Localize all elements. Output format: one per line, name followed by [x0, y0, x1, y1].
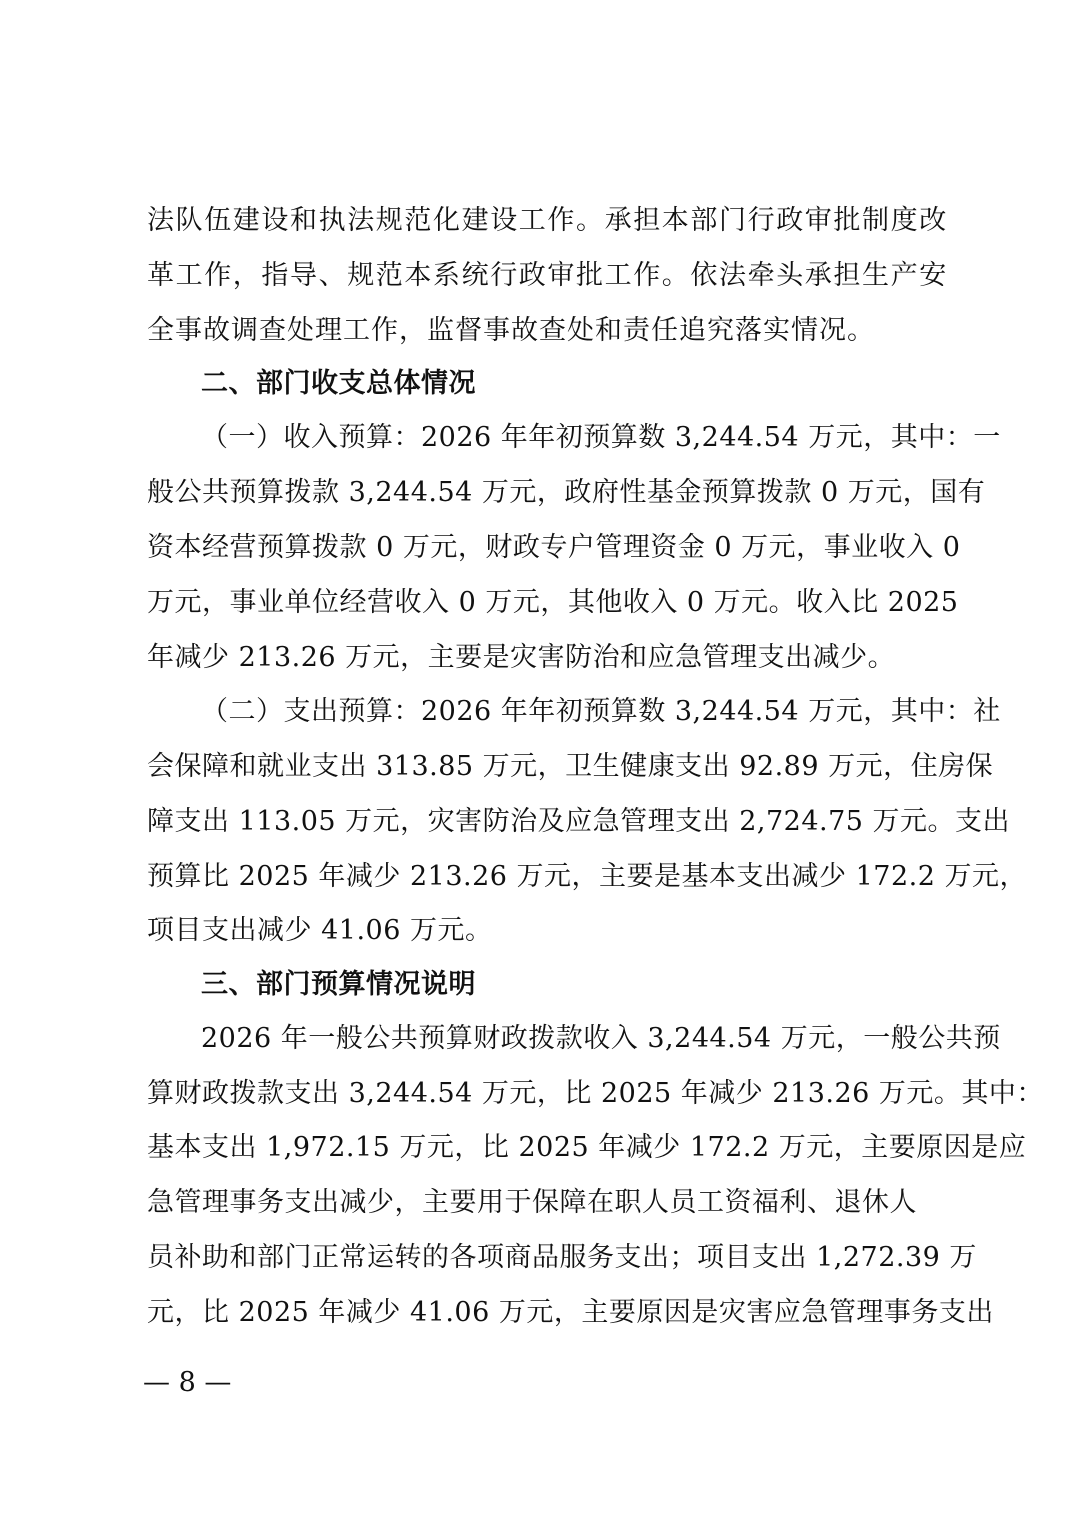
- body-text-line: 革工作，指导、规范本系统行政审批工作。依法牵头承担生产安: [147, 260, 948, 291]
- body-text-line: 资本经营预算拨款 0 万元，财政专户管理资金 0 万元，事业收入 0: [147, 532, 961, 563]
- body-text-line: 法队伍建设和执法规范化建设工作。承担本部门行政审批制度改: [147, 205, 948, 236]
- body-text-line: 会保障和就业支出 313.85 万元，卫生健康支出 92.89 万元，住房保: [147, 751, 994, 782]
- body-text-line: 基本支出 1,972.15 万元，比 2025 年减少 172.2 万元，主要原因是应: [147, 1132, 1027, 1163]
- body-text-line: 2026 年一般公共预算财政拨款收入 3,244.54 万元，一般公共预: [201, 1023, 1001, 1054]
- body-text-line: 元，比 2025 年减少 41.06 万元，主要原因是灾害应急管理事务支出: [147, 1297, 994, 1328]
- page-number: — 8 —: [143, 1367, 232, 1398]
- body-text-line: （二）支出预算：2026 年年初预算数 3,244.54 万元，其中：社: [201, 696, 1001, 727]
- body-text-line: 预算比 2025 年减少 213.26 万元，主要是基本支出减少 172.2 万元，: [147, 861, 1027, 892]
- section-heading: 三、部门预算情况说明: [201, 969, 476, 1000]
- body-text-line: 般公共预算拨款 3,244.54 万元，政府性基金预算拨款 0 万元，国有: [147, 477, 986, 508]
- body-text-line: 项目支出减少 41.06 万元。: [147, 915, 493, 946]
- body-text-line: 算财政拨款支出 3,244.54 万元，比 2025 年减少 213.26 万元。其中：: [147, 1078, 1044, 1109]
- section-heading: 二、部门收支总体情况: [201, 368, 476, 399]
- body-text-line: 万元，事业单位经营收入 0 万元，其他收入 0 万元。收入比 2025: [147, 587, 959, 618]
- body-text-line: 年减少 213.26 万元，主要是灾害防治和应急管理支出减少。: [147, 642, 896, 673]
- body-text-line: （一）收入预算：2026 年年初预算数 3,244.54 万元，其中：一: [201, 422, 1001, 453]
- body-text-line: 员补助和部门正常运转的各项商品服务支出；项目支出 1,272.39 万: [147, 1242, 977, 1273]
- body-text-line: 障支出 113.05 万元，灾害防治及应急管理支出 2,724.75 万元。支出: [147, 806, 1011, 837]
- body-text-line: 急管理事务支出减少，主要用于保障在职人员工资福利、退休人: [147, 1187, 917, 1218]
- body-text-line: 全事故调查处理工作，监督事故查处和责任追究落实情况。: [147, 315, 875, 346]
